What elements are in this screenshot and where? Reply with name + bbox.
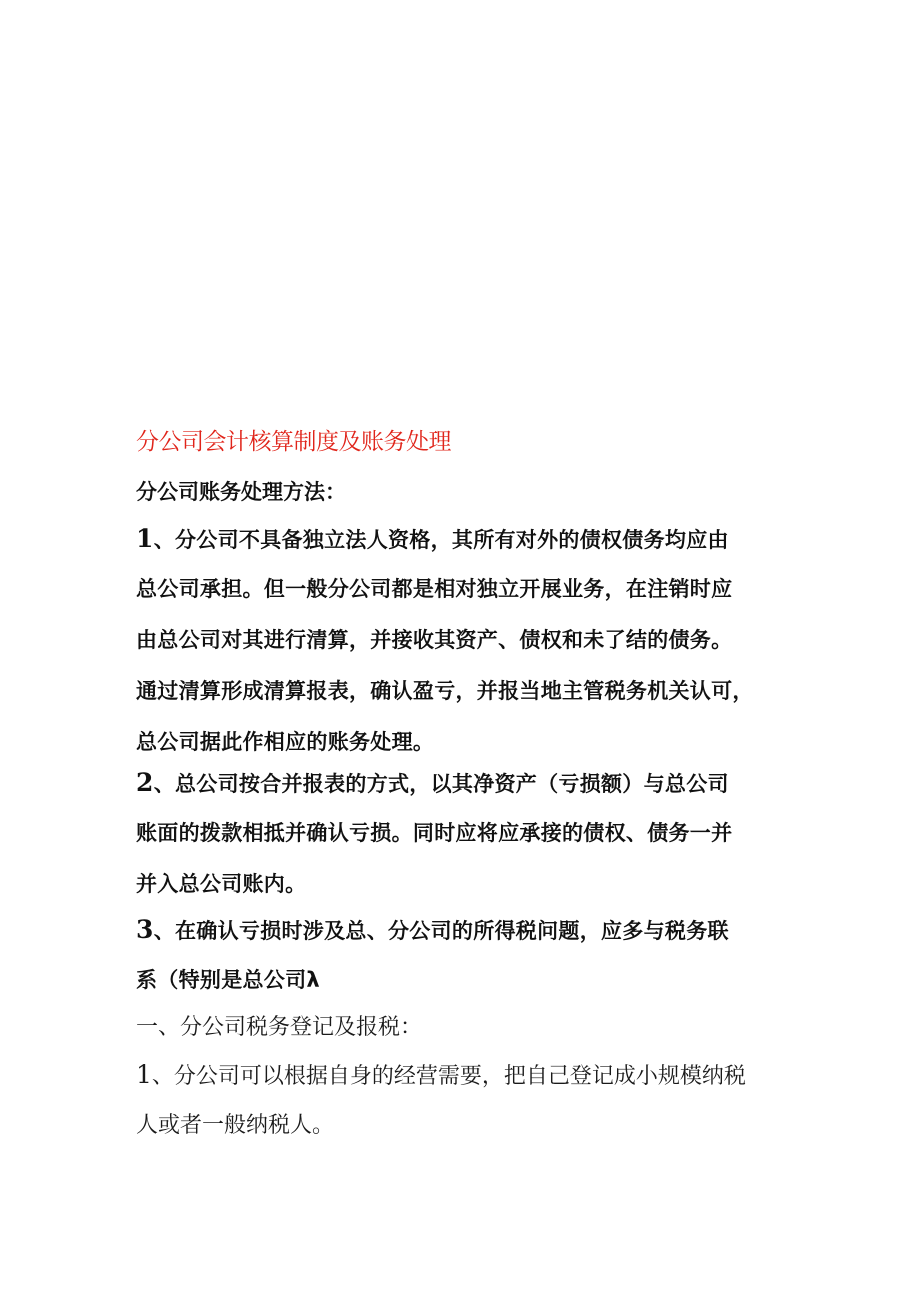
paragraph-line: 人或者一般纳税人。 bbox=[136, 1113, 335, 1138]
paragraph-line bbox=[136, 757, 796, 808]
paragraph-line: 账面的拨款相抵并确认亏损。同时应将应承接的债权、债务一并 bbox=[136, 821, 733, 845]
paragraph-line: 并入总公司账内。 bbox=[136, 872, 307, 896]
paragraph-line: 系（特别是总公司λ bbox=[136, 968, 320, 992]
paragraph-item-3 bbox=[136, 904, 796, 1006]
section-heading-tax-registration: 一、分公司税务登记及报税： bbox=[136, 1015, 423, 1040]
line-text: 、总公司按合并报表的方式，以其净资产（亏损额）与总公司 bbox=[153, 772, 729, 796]
paragraph-item-1 bbox=[136, 513, 796, 768]
paragraph-line bbox=[136, 1049, 796, 1100]
section-heading-accounting-methods: 分公司账务处理方法： bbox=[136, 480, 346, 504]
paragraph-line bbox=[136, 513, 796, 564]
paragraph-tax-item-1 bbox=[136, 1049, 796, 1151]
paragraph-item-2 bbox=[136, 757, 796, 910]
paragraph-line: 由总公司对其进行清算，并接收其资产、债权和未了结的债务。 bbox=[136, 628, 733, 652]
line-text: 、分公司可以根据自身的经营需要，把自己登记成小规模纳税 bbox=[151, 1064, 746, 1089]
paragraph-line: 总公司据此作相应的账务处理。 bbox=[136, 730, 435, 754]
item-number: 3 bbox=[136, 915, 154, 944]
paragraph-line: 通过清算形成清算报表，确认盈亏，并报当地主管税务机关认可， bbox=[136, 679, 754, 703]
paragraph-line: 总公司承担。但一般分公司都是相对独立开展业务，在注销时应 bbox=[136, 577, 733, 601]
item-number: 1 bbox=[136, 524, 154, 553]
item-number: 1 bbox=[136, 1060, 152, 1089]
item-number: 2 bbox=[136, 768, 154, 797]
paragraph-line bbox=[136, 904, 796, 955]
line-text: 、在确认亏损时涉及总、分公司的所得税问题，应多与税务联 bbox=[153, 919, 729, 943]
line-text: 、分公司不具备独立法人资格，其所有对外的债权债务均应由 bbox=[153, 528, 729, 552]
document-title: 分公司会计核算制度及账务处理 bbox=[136, 429, 451, 455]
